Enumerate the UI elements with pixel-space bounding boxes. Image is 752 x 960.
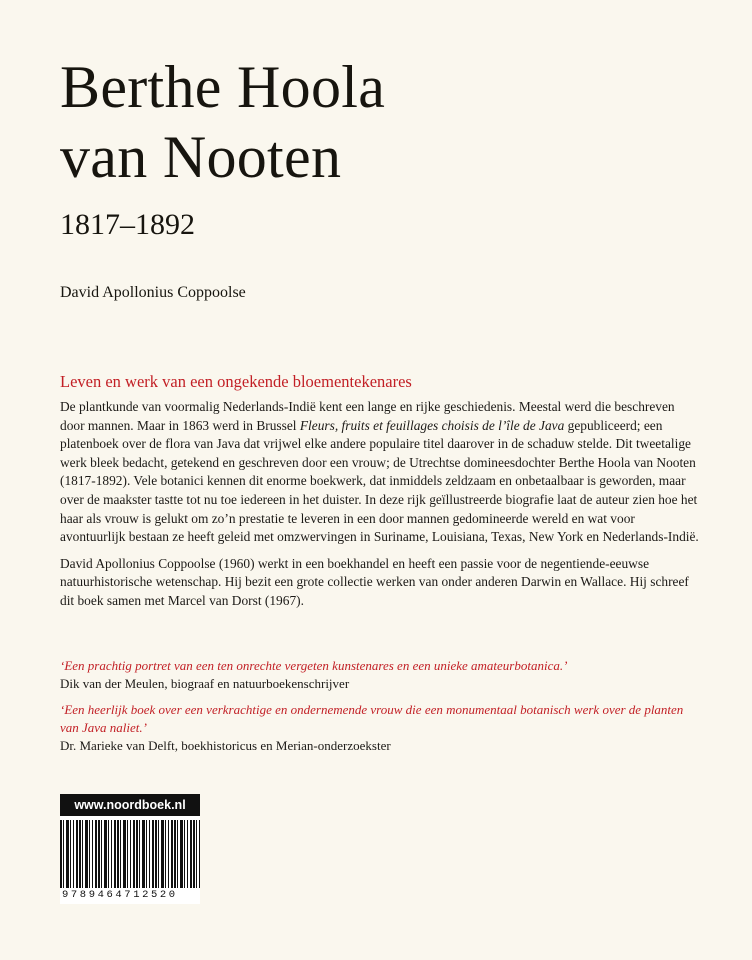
review-quotes: [60, 657, 700, 763]
description-book-title: Fleurs, fruits et feuillages choisis de l’île de Java: [299, 417, 565, 433]
review-quote: [60, 701, 700, 755]
isbn-number: 9789464712520: [62, 889, 178, 901]
description-paragraph-2: David Apollonius Coppoolse (1960) werkt in een boekhandel en heeft een passie voor de negentiende-eeuwse natuurhistorische wetenschap. Hij bezit een grote collectie werken van onder anderen Darwin en Wallace. Hij schreef dit boek samen met Marcel van Dorst (1967).: [60, 555, 689, 608]
author-name: David Apollonius Coppoolse: [60, 284, 246, 301]
description: [60, 398, 700, 619]
quote-text: ‘Een prachtig portret van een ten onrechte vergeten kunstenares en een unieke amateurbotanica.’: [60, 658, 568, 673]
quote-text: ‘Een heerlijk boek over een verkrachtige en ondernemende vrouw die een monumentaal botanisch werk over de planten van Java naliet.’: [60, 702, 684, 735]
description-paragraph-1: [60, 398, 700, 547]
description-text-a: De plantkunde van voormalig Nederlands-Indië kent een lange en rijke geschiedenis. Meestal werd die beschreven door mannen. Maar in 1863 werd in Brussel: [60, 399, 675, 433]
review-quote: [60, 657, 700, 693]
title-line-2: van Nooten: [60, 124, 342, 190]
quote-attribution: Dr. Marieke van Delft, boekhistoricus en Merian-onderzoekster: [60, 738, 391, 753]
isbn-barcode: [60, 794, 200, 904]
barcode-bars: [60, 820, 200, 888]
publisher-url: www.noordboek.nl: [60, 794, 200, 816]
description-text-b: gepubliceerd; een platenboek over de flora van Java dat vrijwel elke andere populaire titel daarover in de schaduw stelde. Dit tweetalige werk bleek bedacht, getekend en geschreven door een vrouw; de Utrechtse domineesdochter Berthe Hoola van Nooten (1817-1892). Vele botanici kennen dit enorme boekwerk, dat inmiddels zeldzaam en onbetaalbaar is geworden, maar over de maakster tastte tot nu toe iedereen in het duister. In deze rijk geïllustreerde biografie laat de auteur zien hoe het haar als vrouw is gelukt om zo’n prestatie te leveren in een door mannen gedomineerde wereld en wat voor avontuurlijk bestaan ze heeft geleid met omzwervingen in Suriname, Louisiana, Texas, New York en Nederlands-Indië.: [60, 417, 699, 545]
title-line-1: Berthe Hoola: [60, 54, 386, 120]
subtitle: Leven en werk van een ongekende bloementekenares: [60, 372, 412, 391]
life-years: 1817–1892: [60, 208, 195, 241]
book-title: [60, 52, 700, 192]
quote-attribution: Dik van der Meulen, biograaf en natuurboekenschrijver: [60, 676, 350, 691]
